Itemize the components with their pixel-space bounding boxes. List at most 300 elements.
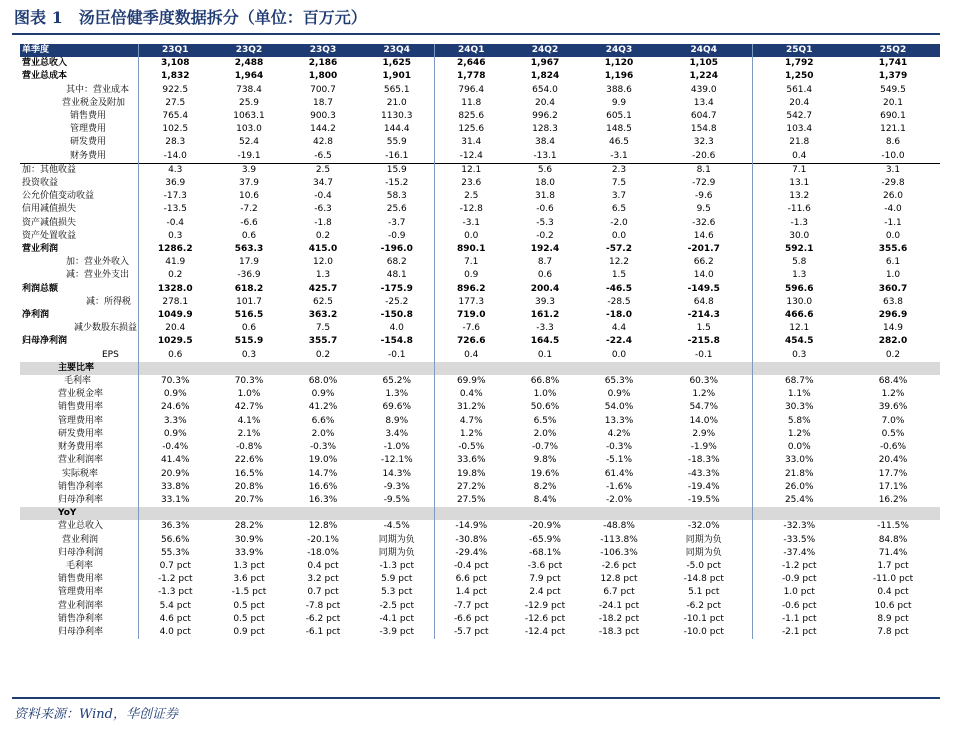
cell-value: 3.7 [611,191,627,202]
header-period: 23Q1 [138,44,212,57]
cell-value: -1.2 pct [781,560,817,571]
cell-value: 6.6% [311,415,335,426]
cell-value: -18.0% [307,547,339,558]
cell-value: 27.5 [165,97,186,108]
cell-value: -1.0% [360,441,434,454]
row-label: 毛利率 [20,375,138,388]
cell-value [286,507,360,520]
cell-value: 60.3% [656,375,752,388]
cell-value: 19.0% [308,455,338,466]
cell-value: 61.4% [604,468,634,479]
cell-value: 55.9 [360,136,434,149]
cell-value: 200.4 [530,283,560,294]
cell-value: 9.5 [656,203,752,216]
cell-value: -7.7 pct [453,600,489,611]
cell-value: 4.7% [459,415,483,426]
cell-value: 10.6 [238,191,260,202]
header-period: 23Q2 [212,44,286,57]
cell-value [212,507,286,520]
cell-value: -13.1 [533,150,557,161]
cell-value: 278.1 [162,296,189,307]
table-row [20,613,940,626]
table-row [20,177,940,190]
quarterly-table [20,44,940,639]
cell-value: 1,625 [360,57,434,70]
cell-value: 563.3 [234,244,264,255]
cell-value: 719.0 [457,310,486,321]
cell-value: 355.6 [878,244,908,255]
row-label: 研发费用率 [20,428,138,441]
cell-value: -4.5% [360,520,434,533]
cell-value: 6.5 [611,204,627,215]
table-body [20,44,940,639]
cell-value: 0.4 [464,349,479,360]
cell-value: 21.0 [360,97,434,110]
row-label: 利润总额 [20,283,138,296]
cell-value: -5.7 pct [453,626,489,637]
cell-value: -30.8% [455,534,488,545]
header-period: 23Q4 [360,44,434,57]
cell-value: 1029.5 [157,336,193,347]
table-row [20,269,940,282]
cell-value: 50.6% [530,402,560,413]
cell-value: -6.6 pct [453,613,489,624]
cell-value: 0.0 [885,230,901,241]
cell-value: 618.2 [234,283,264,294]
cell-value: -113.8% [600,534,638,545]
table-row [20,97,940,110]
cell-value: -1.3 pct [360,560,434,573]
cell-value: -15.2 [360,177,434,190]
cell-value [508,507,582,520]
cell-value [846,507,940,520]
cell-value: 65.2% [360,375,434,388]
cell-value: 125.6 [458,124,485,135]
cell-value: 700.7 [310,84,336,95]
source-note: 资料来源：Wind，华创证券 [14,707,178,722]
header-label: 单季度 [20,44,138,57]
cell-value: -20.9% [529,521,561,532]
cell-value: -9.5% [360,494,434,507]
cell-value: 4.4 [611,323,627,334]
cell-value: 1,800 [308,71,338,82]
cell-value: 4.2% [607,428,631,439]
cell-value: 68.2 [360,256,434,269]
cell-value: 103.4 [786,124,813,135]
cell-value: 12.2 [608,257,630,268]
cell-value: 31.8 [534,191,556,202]
cell-value: 58.3 [360,190,434,203]
cell-value: 20.4 [789,97,810,108]
cell-value: 1,105 [656,57,752,70]
cell-value: 1.4 pct [455,587,487,598]
cell-value: 355.7 [308,336,338,347]
cell-value: 70.3% [160,376,190,387]
cell-value [138,507,212,520]
row-label: 毛利率 [20,560,138,573]
cell-value: -29.4% [455,547,488,558]
cell-value: -0.6% [879,442,907,453]
cell-value: -24.1 pct [598,600,640,611]
cell-value: 900.3 [310,111,336,122]
cell-value: -3.9 pct [360,626,434,639]
cell-value: 6.7 pct [603,587,635,598]
cell-value: 1,778 [457,71,486,82]
cell-value: -12.9 pct [524,600,566,611]
cell-value: 1.7 pct [877,560,909,571]
cell-value: 8.9% [360,415,434,428]
cell-value: -1.8 [314,217,332,228]
table-row [20,190,940,203]
cell-value: -0.4 pct [453,560,489,571]
row-label: 资产处置收益 [20,230,138,243]
cell-value: 1.3 pct [233,560,265,571]
row-label: 减：营业外支出 [20,269,138,282]
cell-value: 0.5% [881,428,905,439]
cell-value: 161.2 [530,310,560,321]
cell-value: -28.5 [607,296,631,307]
cell-value: 13.3% [604,415,634,426]
row-label: 营业利润率 [20,454,138,467]
cell-value: 690.1 [880,111,906,122]
table-row [20,349,940,362]
cell-value: 561.4 [786,84,813,95]
cell-value: 18.7 [312,97,334,108]
table-row [20,560,940,573]
cell-value: 1,901 [360,70,434,83]
cell-value: -19.5% [656,494,752,507]
cell-value: 1.0% [237,389,261,400]
cell-value: 0.4 [792,150,807,161]
cell-value: 同期为负 [360,547,434,560]
cell-value: -0.3% [605,442,633,453]
cell-value: -68.1% [529,547,561,558]
cell-value: 2.5 [464,191,479,202]
row-label: 营业利润率 [20,600,138,613]
cell-value: -215.8 [656,335,752,348]
cell-value: 604.7 [656,110,752,123]
cell-value: 439.0 [656,84,752,97]
cell-value: 同期为负 [656,534,752,547]
cell-value: 890.1 [457,244,486,255]
cell-value [434,362,508,375]
cell-value: 66.2 [656,256,752,269]
figure-title: 图表 1 汤臣倍健季度数据拆分（单位：百万元） [14,8,367,27]
cell-value: 15.9 [360,163,434,177]
cell-value: 4.1% [237,415,261,426]
table-row [20,362,940,375]
cell-value: 1.0 pct [783,587,815,598]
cell-value: 542.7 [786,111,813,122]
cell-value: -12.1% [360,454,434,467]
cell-value: 19.8% [456,468,486,479]
cell-value: 360.7 [878,283,908,294]
cell-value: 0.6 [537,270,553,281]
cell-value: 17.1% [878,481,908,492]
cell-value: 20.4 [534,97,556,108]
table-row [20,388,940,401]
cell-value: 14.0 [656,269,752,282]
cell-value: -11.0 pct [872,574,914,585]
cell-value: 55.3% [160,547,190,558]
cell-value: -3.1 [462,217,481,228]
cell-value: -18.3% [656,454,752,467]
row-label: 公允价值变动收益 [20,190,138,203]
table-row [20,203,940,216]
cell-value: 33.1% [160,494,190,505]
cell-value: 8.6 [885,137,901,148]
cell-value: 1063.1 [233,111,265,122]
table-row [20,309,940,322]
cell-value: 1,250 [785,71,814,82]
cell-value: 825.6 [458,111,485,122]
cell-value: 148.5 [606,124,632,135]
row-label: 营业总收入 [20,57,138,70]
cell-value: -13.5 [163,204,187,215]
cell-value: -48.8% [603,521,635,532]
header-period: 24Q1 [434,44,508,57]
row-label: 主要比率 [20,362,138,375]
cell-value: 23.6 [461,178,482,189]
cell-value: -65.9% [529,534,561,545]
cell-value: 896.2 [457,283,486,294]
table-row [20,441,940,454]
cell-value: 71.4% [878,547,908,558]
footer-rule [12,697,940,699]
cell-value [360,362,434,375]
cell-value: 922.5 [162,84,189,95]
row-label: YoY [20,507,138,520]
cell-value: 2.0% [533,428,557,439]
cell-value: -9.3% [360,481,434,494]
cell-value: -0.6 pct [781,600,817,611]
cell-value: 3.9 [212,163,286,177]
cell-value: 12.0 [312,257,334,268]
row-label: 归母净利润 [20,547,138,560]
cell-value: 54.0% [604,402,634,413]
cell-value: 62.5 [312,296,334,307]
cell-value: -0.1 [656,349,752,362]
cell-value: 28.3 [165,137,186,148]
cell-value: 31.2% [456,402,486,413]
cell-value: 32.3 [656,136,752,149]
cell-value: 9.9 [611,97,627,108]
table-row [20,217,940,230]
cell-value: -7.2 [240,204,258,215]
cell-value: 同期为负 [360,534,434,547]
cell-value: 24.6% [160,402,190,413]
cell-value: 549.5 [880,84,906,95]
cell-value: -72.9 [656,177,752,190]
cell-value: 17.7% [878,468,908,479]
cell-value: 296.9 [878,310,908,321]
cell-value: 7.5 [315,323,331,334]
cell-value: 592.1 [785,244,814,255]
cell-value: 37.9 [238,178,260,189]
cell-value: -32.3% [783,521,816,532]
cell-value: 128.3 [532,124,558,135]
cell-value: 1,196 [604,71,634,82]
cell-value: -1.1 pct [781,613,817,624]
cell-value: 415.0 [308,244,338,255]
cell-value: -18.0 [606,310,632,321]
cell-value: -36.9 [237,270,261,281]
cell-value: 1.0% [533,389,557,400]
table-row [20,494,940,507]
cell-value: 42.8 [312,137,334,148]
cell-value: 1328.0 [157,283,193,294]
cell-value: 20.7% [234,494,264,505]
cell-value: 1.5 [611,270,627,281]
header-period: 24Q4 [656,44,752,57]
cell-value: 0.4 pct [307,560,339,571]
row-label: 管理费用 [20,123,138,136]
cell-value: 33.8% [160,481,190,492]
cell-value: 0.4% [459,389,483,400]
cell-value: -2.5 pct [360,600,434,613]
cell-value: 2.4 pct [529,587,561,598]
cell-value: 26.0% [784,481,814,492]
cell-value: 8.4% [533,494,557,505]
cell-value [752,362,846,375]
cell-value: 2.0% [311,428,335,439]
cell-value: 17.9 [238,257,260,268]
cell-value: 7.0% [881,415,905,426]
table-row [20,454,940,467]
row-label: 减少数股东损益 [20,322,138,335]
cell-value: -12.6 pct [524,613,566,624]
cell-value: 28.2% [234,521,264,532]
cell-value: 3.4% [360,428,434,441]
cell-value: -175.9 [360,283,434,296]
cell-value: -6.5 [314,150,332,161]
cell-value: 144.4 [360,123,434,136]
cell-value: 39.3 [534,296,556,307]
cell-value: 12.8 pct [600,574,638,585]
cell-value: 466.6 [785,310,814,321]
cell-value: -32.0% [656,520,752,533]
cell-value: 0.0 [464,230,479,241]
cell-value: 12.1 [789,323,810,334]
cell-value: 4.6 pct [159,613,191,624]
cell-value: -6.2 pct [305,613,341,624]
cell-value: 36.9 [165,178,186,189]
cell-value: -0.2 [536,230,554,241]
cell-value: 7.9 pct [529,574,561,585]
cell-value: 9.8% [533,455,557,466]
cell-value: 0.5 pct [233,613,265,624]
cell-value: 0.3 [168,230,183,241]
cell-value: -0.7% [531,442,559,453]
cell-value: 46.5 [608,137,630,148]
cell-value: -201.7 [656,243,752,256]
cell-value: 0.9% [163,428,187,439]
row-label: 管理费用率 [20,415,138,428]
cell-value: 84.8% [878,534,908,545]
title-rule [12,33,940,35]
cell-value: -196.0 [360,243,434,256]
cell-value: -5.1% [605,455,633,466]
cell-value: -4.0 [884,204,902,215]
cell-value: 20.8% [234,481,264,492]
cell-value: -0.5% [458,442,485,453]
cell-value: -10.0 pct [656,626,752,639]
cell-value: 425.7 [308,283,338,294]
cell-value: 70.3% [234,376,264,387]
cell-value: 34.7 [312,178,334,189]
row-label: 销售费用率 [20,573,138,586]
cell-value: -0.9 pct [781,574,817,585]
cell-value: 2,646 [457,58,486,69]
table-row [20,520,940,533]
cell-value: -3.1 [610,150,628,161]
row-label: 销售费用 [20,110,138,123]
cell-value: 1.3 [792,270,807,281]
cell-value: -3.6 pct [527,560,563,571]
cell-value: 14.3% [360,468,434,481]
cell-value: -20.6 [656,150,752,164]
row-label: 研发费用 [20,136,138,149]
table-row [20,243,940,256]
cell-value [582,362,656,375]
row-label: 归母净利润 [20,335,138,348]
cell-value: 1,741 [878,58,908,69]
cell-value: 1.1% [787,389,811,400]
cell-value: 0.0 [611,349,627,360]
cell-value: -5.3 [536,217,554,228]
cell-value: 1286.2 [157,244,193,255]
cell-value: -20.1% [307,534,339,545]
cell-value [360,507,434,520]
cell-value: 605.1 [606,111,632,122]
cell-value: -10.1 pct [656,613,752,626]
cell-value: 20.9% [160,468,190,479]
cell-value: 8.2% [533,481,557,492]
cell-value: 0.6 [241,230,257,241]
cell-value: 565.1 [360,84,434,97]
cell-value: 1.2% [787,428,811,439]
cell-value: -1.3 [790,217,809,228]
cell-value: 16.5% [234,468,264,479]
cell-value: 12.8% [308,521,338,532]
table-row [20,415,940,428]
table-row [20,468,940,481]
cell-value: -0.4% [162,442,189,453]
cell-value: 144.2 [310,124,336,135]
table-row [20,573,940,586]
row-label: 销售费用率 [20,401,138,414]
cell-value: 164.5 [530,336,560,347]
cell-value: 1.3 [315,270,331,281]
cell-value: -1.1 [884,217,902,228]
cell-value: -6.2 pct [656,600,752,613]
cell-value: -2.0 [610,217,628,228]
cell-value: 14.0% [656,415,752,428]
table-row [20,283,940,296]
cell-value: -106.3% [600,547,638,558]
cell-value: 3.1 [846,163,940,177]
cell-value [582,507,656,520]
table-row [20,428,940,441]
cell-value [286,362,360,375]
table-row [20,481,940,494]
cell-value: -1.2 pct [157,574,193,585]
cell-value: 0.1 [537,349,553,360]
cell-value: -17.3 [163,191,187,202]
cell-value: 68.0% [308,376,338,387]
cell-value: 41.2% [308,402,338,413]
cell-value: 5.8 [792,257,807,268]
